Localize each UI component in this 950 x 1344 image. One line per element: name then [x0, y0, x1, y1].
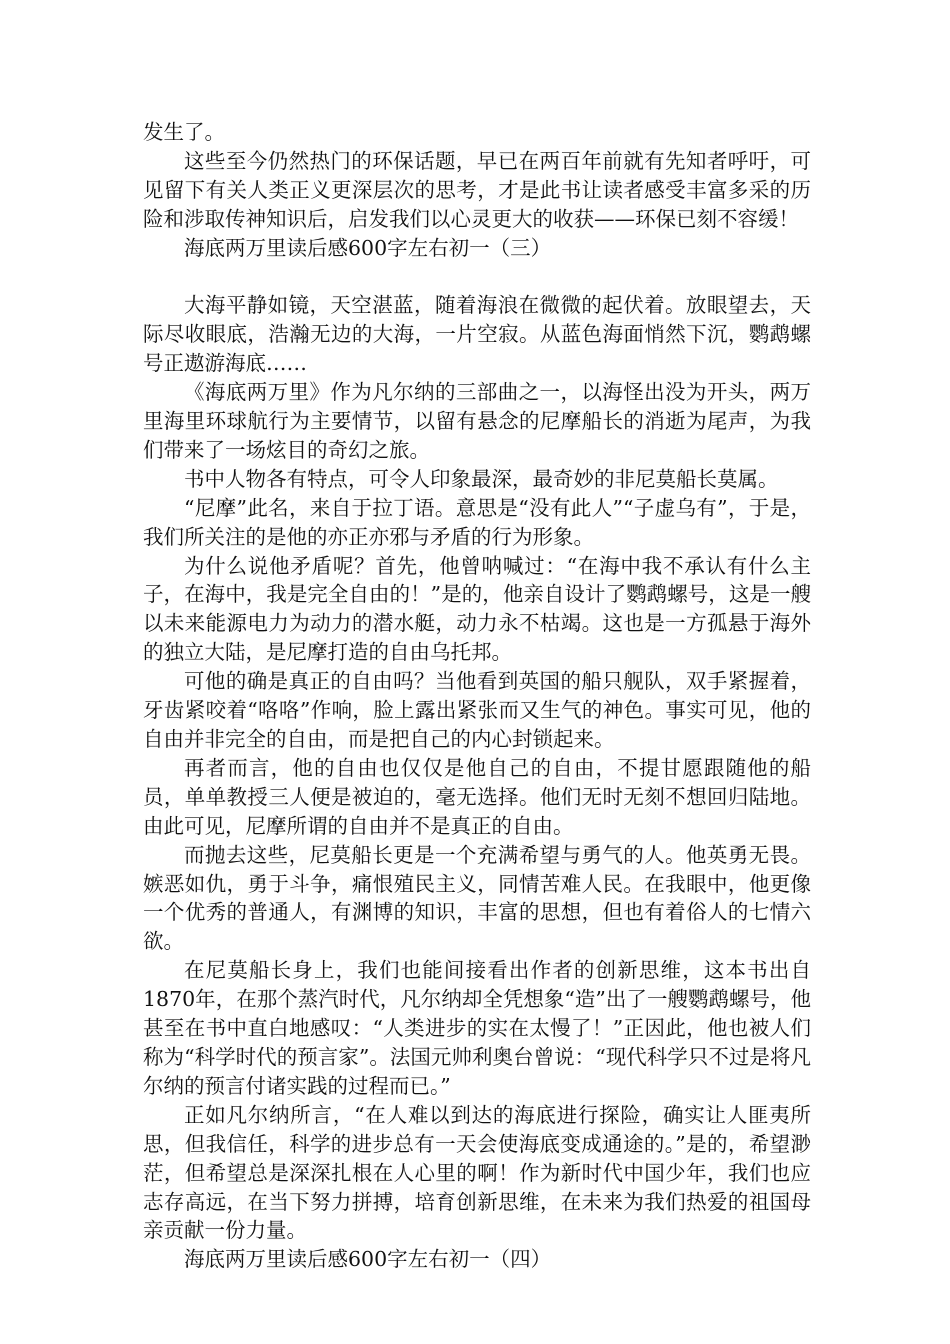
paragraph: 《海底两万里》作为凡尔纳的三部曲之一，以海怪出没为开头，两万里海里环球航行为主要情节，以留有悬念的尼摩船长的消逝为尾声，为我们带来了一场炫目的奇幻之旅。: [143, 380, 811, 462]
blank-line: [143, 263, 811, 292]
section-heading: 海底两万里读后感600字左右初一（三）: [184, 235, 552, 260]
paragraph: “尼摩”此名，来自于拉丁语。意思是“没有此人”“子虚乌有”，于是，我们所关注的是他的亦正亦邪与矛盾的行为形象。: [143, 495, 811, 549]
section-heading: 海底两万里读后感600字左右初一（四）: [184, 1247, 552, 1272]
document-page: [143, 118, 811, 1274]
paragraph: 这些至今仍然热门的环保话题，早已在两百年前就有先知者呼吁，可见留下有关人类正义更深层次的思考，才是此书让读者感受丰富多采的历险和涉取传神知识后，启发我们以心灵更大的收获——环保已刻不容缓！: [143, 148, 811, 231]
paragraph: 书中人物各有特点，可令人印象最深，最奇妙的非尼莫船长莫属。: [184, 466, 779, 491]
paragraph: 大海平静如镜，天空湛蓝，随着海浪在微微的起伏着。放眼望去，天际尽收眼底，浩瀚无边的大海，一片空寂。从蓝色海面悄然下沉，鹦鹉螺号正遨游海底……: [143, 293, 811, 376]
paragraph: 再者而言，他的自由也仅仅是他自己的自由，不提甘愿跟随他的船员，单单教授三人便是被迫的，毫无选择。他们无时无刻不想回归陆地。由此可见，尼摩所谓的自由并不是真正的自由。: [143, 755, 811, 838]
paragraph: 可他的确是真正的自由吗？当他看到英国的船只舰队，双手紧握着，牙齿紧咬着“咯咯”作响，脸上露出紧张而又生气的神色。事实可见，他的自由并非完全的自由，而是把自己的内心封锁起来。: [143, 669, 811, 752]
paragraph: 正如凡尔纳所言，“在人难以到达的海底进行探险，确实让人匪夷所思，但我信任，科学的进步总有一天会使海底变成通途的。”是的，希望渺茫，但希望总是深深扎根在人心里的啊！作为新时代中国少年，我们也应志存高远，在当下努力拼搏，培育创新思维，在未来为我们热爱的祖国母亲贡献一份力量。: [143, 1102, 811, 1243]
paragraph: 而抛去这些，尼莫船长更是一个充满希望与勇气的人。他英勇无畏。嫉恶如仇，勇于斗争，痛恨殖民主义，同情苦难人民。在我眼中，他更像一个优秀的普通人，有渊博的知识，丰富的思想，但也有着俗人的七情六欲。: [143, 842, 811, 954]
paragraph: 为什么说他矛盾呢？首先，他曾呐喊过：“在海中我不承认有什么主子，在海中，我是完全自由的！”是的，他亲自设计了鹦鹉螺号，这是一艘以未来能源电力为动力的潜水艇，动力永不枯竭。这也是一方孤悬于海外的独立大陆，是尼摩打造的自由乌托邦。: [143, 553, 811, 665]
paragraph: 发生了。: [143, 120, 225, 144]
paragraph: 在尼莫船长身上，我们也能间接看出作者的创新思维，这本书出自1870年，在那个蒸汽时代，凡尔纳却全凭想象“造”出了一艘鹦鹉螺号，他甚至在书中直白地感叹：“人类进步的实在太慢了！”正因此，他也被人们称为“科学时代的预言家”。法国元帅利奥台曾说：“现代科学只不过是将凡尔纳的预言付诸实践的过程而已。”: [143, 958, 811, 1098]
